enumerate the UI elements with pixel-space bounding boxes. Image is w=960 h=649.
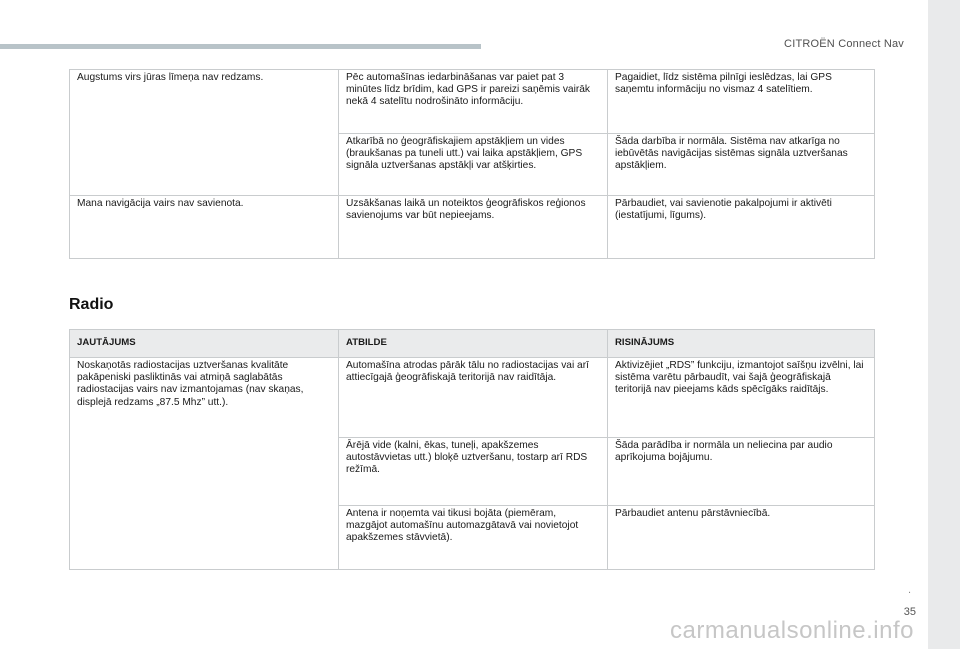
solution-cell: Pārbaudiet, vai savienotie pakalpojumi ir aktivēti (iestatījumi, līgums).	[608, 196, 875, 259]
answer-cell: Antena ir noņemta vai tikusi bojāta (piemēram, mazgājot automašīnu automazgātavā vai novietojot apakšzemes stāvvietā).	[339, 506, 608, 570]
question-cell: Noskaņotās radiostacijas uztveršanas kvalitāte pakāpeniski pasliktinās vai atmiņā saglabātās radiostacijas vairs nav izmantojamas (nav skaņas, displejā redzams „87.5 Mhz” utt.).	[70, 358, 339, 570]
solution-cell: Pagaidiet, līdz sistēma pilnīgi ieslēdzas, lai GPS saņemtu informāciju no vismaz 4 satelītiem.	[608, 70, 875, 134]
answer-cell: Pēc automašīnas iedarbināšanas var paiet pat 3 minūtes līdz brīdim, kad GPS ir pareizi saņēmis vairāk nekā 4 satelītu nodrošināto informāciju.	[339, 70, 608, 134]
table-header-row	[70, 330, 875, 358]
answer-cell: Atkarībā no ģeogrāfiskajiem apstākļiem un vides (braukšanas pa tuneli utt.) vai laika apstākļiem, GPS signāla uztveršanas apstākļi var atšķirties.	[339, 134, 608, 196]
page-number: 35	[903, 606, 916, 618]
answer-cell: Ārējā vide (kalni, ēkas, tuneļi, apakšzemes autostāvvietas utt.) bloķē uztveršanu, tostarp arī RDS režīmā.	[339, 438, 608, 506]
table-row	[70, 196, 875, 259]
solution-cell: Aktivizējiet „RDS” funkciju, izmantojot saīšņu izvēlni, lai sistēma varētu pārbaudīt, vai šajā ģeogrāfiskajā teritorijā nav pieejams kāds spēcīgāks raidītājs.	[608, 358, 875, 438]
question-cell: Mana navigācija vairs nav savienota.	[70, 196, 339, 259]
solution-cell: Šāda parādība ir normāla un neliecina par audio aprīkojuma bojājumu.	[608, 438, 875, 506]
table-row	[70, 358, 875, 438]
answer-cell: Uzsākšanas laikā un noteiktos ģeogrāfiskos reģionos savienojums var būt nepieejams.	[339, 196, 608, 259]
header-rule	[0, 44, 481, 49]
column-header-answer: ATBILDE	[339, 330, 608, 358]
navigation-troubleshooting-table	[69, 69, 875, 259]
watermark: carmanualsonline.info	[670, 617, 914, 644]
document-header-title: CITROËN Connect Nav	[784, 38, 904, 50]
answer-cell: Automašīna atrodas pārāk tālu no radiostacijas vai arī attiecīgajā ģeogrāfiskajā teritorijā nav raidītāja.	[339, 358, 608, 438]
page-side-strip	[928, 0, 960, 649]
page-marker-dot: .	[907, 584, 911, 596]
radio-troubleshooting-table	[69, 329, 875, 570]
solution-cell: Pārbaudiet antenu pārstāvniecībā.	[608, 506, 875, 570]
solution-cell: Šāda darbība ir normāla. Sistēma nav atkarīga no iebūvētās navigācijas sistēmas signāla uztveršanas apstākļiem.	[608, 134, 875, 196]
question-cell: Augstums virs jūras līmeņa nav redzams.	[70, 70, 339, 196]
table-row	[70, 70, 875, 134]
column-header-solution: RISINĀJUMS	[608, 330, 875, 358]
column-header-question: JAUTĀJUMS	[70, 330, 339, 358]
section-title-radio: Radio	[69, 296, 114, 313]
